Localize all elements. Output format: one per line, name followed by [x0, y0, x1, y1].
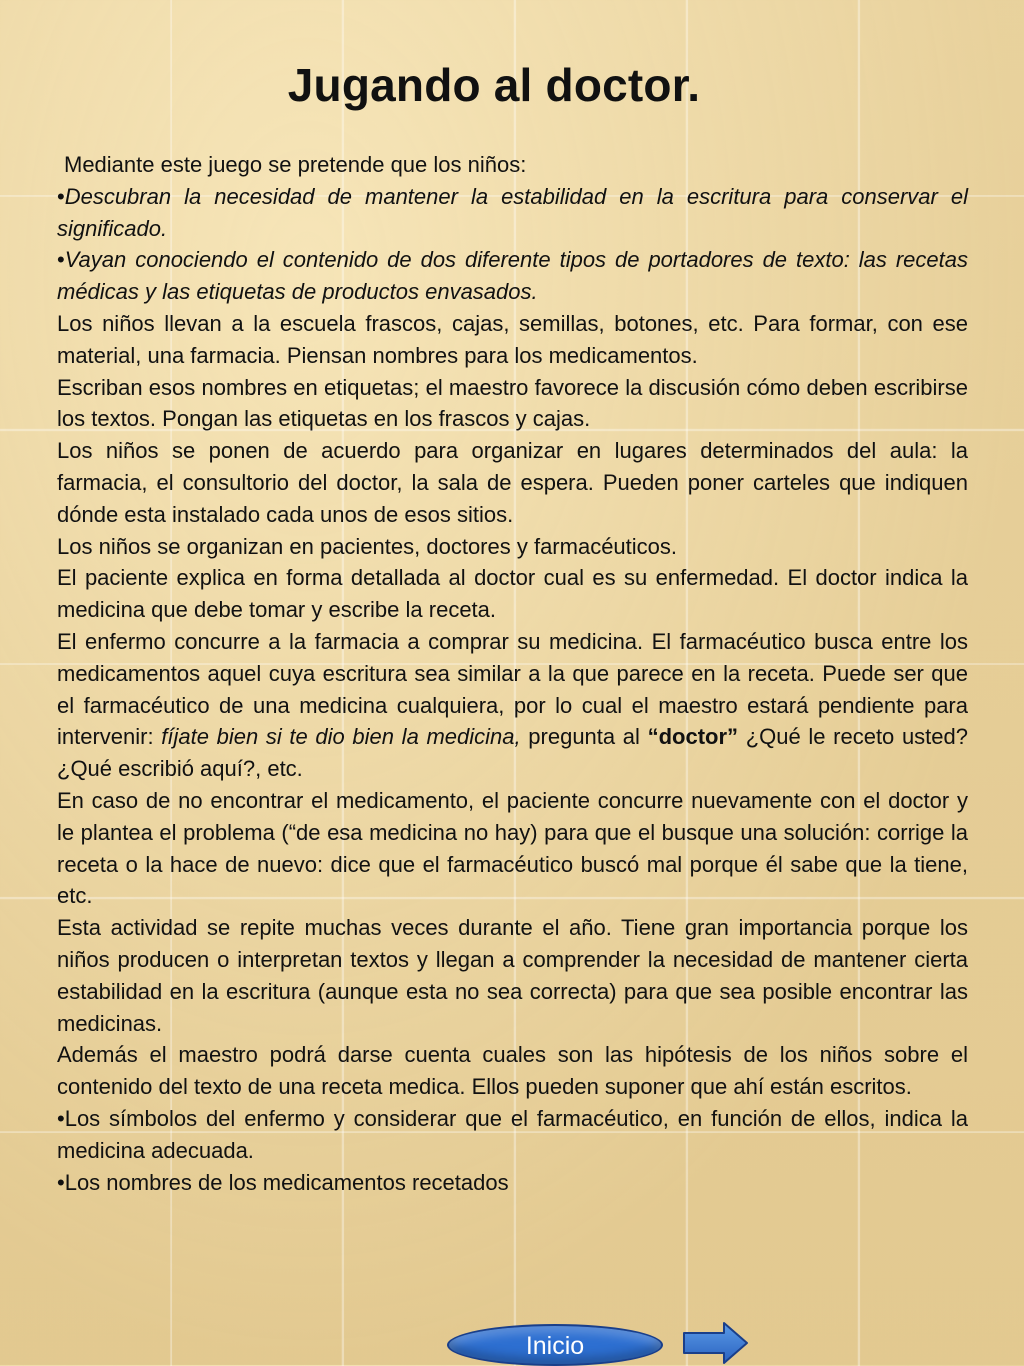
- paragraph-1: Los niños llevan a la escuela frascos, cajas, semillas, botones, etc. Para formar, con ese material, una farmacia. Piensan nombres para los medicamentos.: [57, 310, 968, 368]
- bullet-marker: •: [57, 183, 65, 209]
- paragraph-9: Además el maestro podrá darse cuenta cuales son las hipótesis de los niños sobre el contenido del texto de una receta medica. Ellos pueden suponer que ahí están escritos.: [57, 1042, 968, 1100]
- objective-2: [57, 244, 968, 308]
- objective-1-text: Descubran la necesidad de mantener la estabilidad en la escritura para conservar el significado.: [57, 183, 968, 241]
- paragraph-6-text-b: pregunta al: [520, 724, 648, 750]
- paragraph-6: [57, 626, 968, 785]
- paragraph-2: Escriban esos nombres en etiquetas; el maestro favorece la discusión cómo deben escribirse los textos. Pongan las etiquetas en los frascos y cajas.: [57, 374, 968, 432]
- paragraph-6-bold: “doctor”: [647, 724, 739, 750]
- objective-2-text: Vayan conociendo el contenido de dos diferente tipos de portadores de texto: las recetas médicas y las etiquetas de productos envasados.: [57, 247, 968, 305]
- objective-1: [57, 181, 968, 245]
- paragraph-10: •Los símbolos del enfermo y considerar que el farmacéutico, en función de ellos, indica la medicina adecuada.: [57, 1105, 968, 1163]
- paragraph-8: Esta actividad se repite muchas veces durante el año. Tiene gran importancia porque los niños producen o interpretan textos y llegan a comprender la necesidad de mantener cierta estabilidad en la escritura (aunque esta no sea correcta) para que sea posible encontrar las medicinas.: [57, 915, 968, 1036]
- paragraph-11: •Los nombres de los medicamentos recetados: [57, 1169, 509, 1195]
- paragraph-6-text-a: El enfermo concurre a la farmacia a comprar su medicina. El farmacéutico busca entre los medicamentos aquel cuya escritura sea similar a la que parece en la receta. Puede ser que el farmacéutico de una medicina cualquiera, por lo cual el maestro estará pendiente para intervenir:: [57, 628, 968, 750]
- document-body: [57, 149, 968, 1198]
- home-button[interactable]: Inicio: [447, 1324, 663, 1366]
- paragraph-5: El paciente explica en forma detallada al doctor cual es su enfermedad. El doctor indica la medicina que debe tomar y escribe la receta.: [57, 565, 968, 623]
- paragraph-6-text-c: ¿Qué le receto usted? ¿Qué escribió aquí?, etc.: [57, 724, 969, 782]
- paragraph-3: Los niños se ponen de acuerdo para organizar en lugares determinados del aula: la farmacia, el consultorio del doctor, la sala de espera. Pueden poner carteles que indiquen dónde esta instalado cada unos de esos sitios.: [57, 438, 968, 527]
- paragraph-7: En caso de no encontrar el medicamento, el paciente concurre nuevamente con el doctor y le plantea el problema (“de esa medicina no hay) para que el busque una solución: corrige la receta o la hace de nuevo: dice que el farmacéutico buscó mal porque él sabe que la tiene, etc.: [57, 787, 968, 909]
- page-title: Jugando al doctor.: [287, 59, 701, 111]
- right-arrow-icon[interactable]: [682, 1320, 750, 1366]
- paragraph-4: Los niños se organizan en pacientes, doctores y farmacéuticos.: [57, 533, 678, 559]
- bullet-marker: •: [57, 247, 65, 273]
- paragraph-6-italic: fíjate bien si te dio bien la medicina,: [161, 724, 521, 750]
- intro-paragraph: Mediante este juego se pretende que los niños:: [64, 152, 527, 177]
